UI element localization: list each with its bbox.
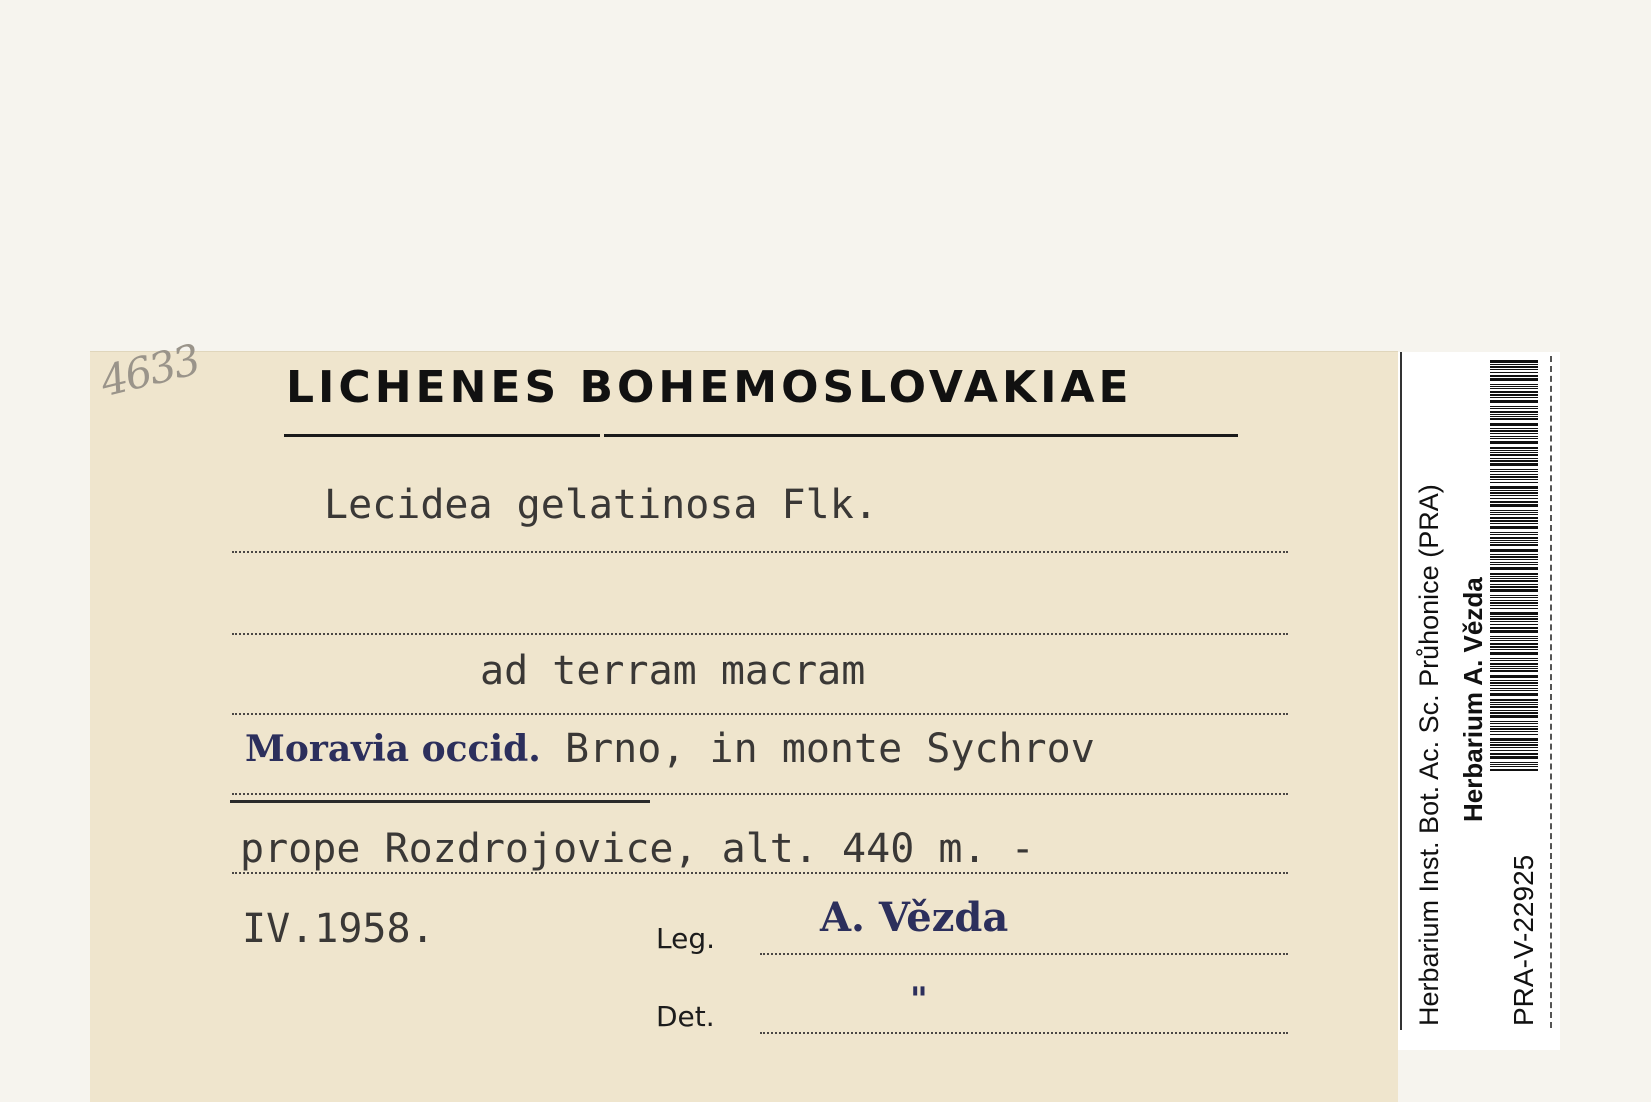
locality-line-2: prope Rozdrojovice, alt. 440 m. - [240,826,1035,872]
herbarium-name: Herbarium A. Vězda [1458,577,1488,822]
barcode [1490,360,1538,772]
collection-date: IV.1958. [242,906,435,952]
species-name: Lecidea gelatinosa Flk. [324,482,878,528]
substrate-text: ad terram macram [480,648,866,694]
institution-text: Herbarium Inst. Bot. Ac. Sc. Průhonice (PRA) [1414,484,1444,1026]
dotted-line [760,1032,1288,1034]
locality-line-1: Brno, in monte Sychrov [565,726,1095,772]
dotted-line [232,713,1288,715]
dotted-line [232,633,1288,635]
label-title: LICHENES BOHEMOSLOVAKIAE [286,362,1133,413]
pencil-annotation: 4633 [95,334,204,407]
dotted-line [760,953,1288,955]
specimen-id: PRA-V-22925 [1508,854,1539,1026]
collector-stamp: A. Vězda [820,894,1009,941]
region-stamp: Moravia occid. [245,728,541,770]
dotted-line [232,872,1288,874]
dotted-line [232,793,1288,795]
leg-label: Leg. [656,922,716,955]
barcode-cut-line [1550,356,1552,1028]
barcode-label-border [1400,352,1402,1030]
det-label: Det. [656,1000,715,1033]
region-underline [230,800,650,803]
title-underline-right [604,434,1238,437]
determiner-ditto: " [910,980,928,1020]
title-underline-left [284,434,600,437]
dotted-line [232,551,1288,553]
